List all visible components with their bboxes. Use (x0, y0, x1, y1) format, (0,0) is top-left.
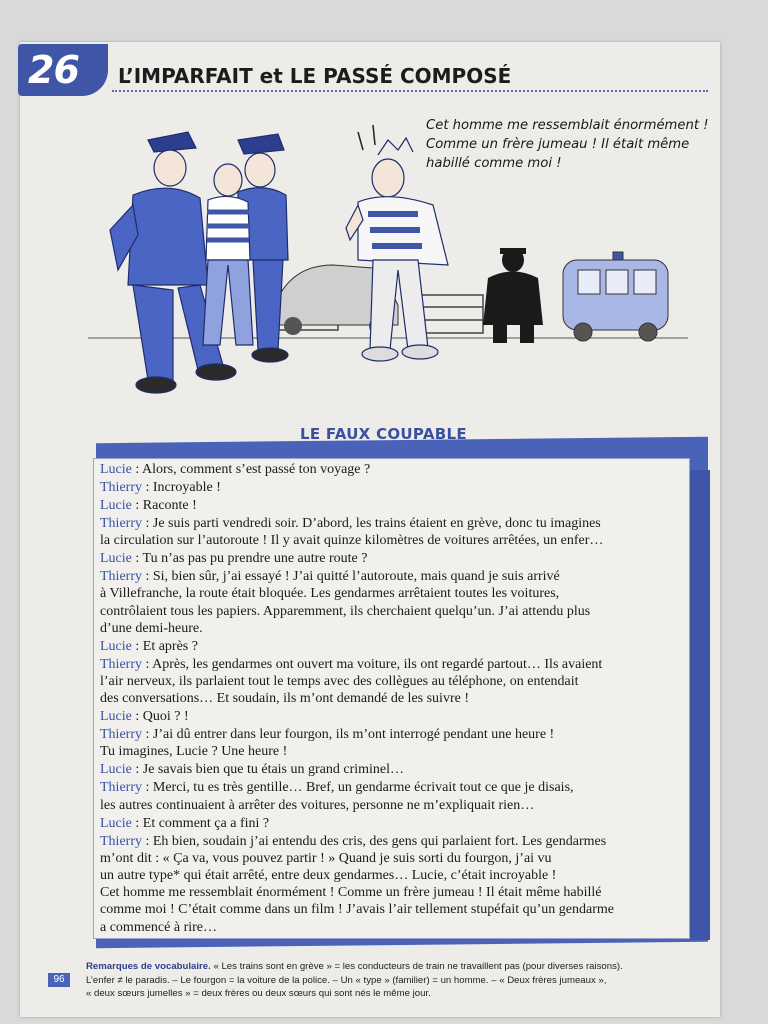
story-title: LE FAUX COUPABLE (300, 425, 467, 443)
dialogue-line: Merci, tu es très gentille… Bref, un gendarme écrivait tout ce que je disais, (152, 780, 574, 796)
dialogue-line: Raconte ! (142, 498, 197, 513)
chapter-title: L’IMPARFAIT et LE PASSÉ COMPOSÉ (118, 64, 512, 88)
speaker-name: Thierry (100, 569, 142, 585)
dialogue-line: Après, les gendarmes ont ouvert ma voiture, ils ont regardé partout… Ils avaient (152, 656, 603, 672)
dialogue-line: des conversations… Et soudain, ils m’ont demandé de les suivre ! (100, 691, 469, 707)
speaker-name: Lucie (100, 762, 132, 778)
speaker-name: Thierry (100, 833, 142, 849)
police-van (563, 252, 668, 341)
dialogue-turn: Thierry : Incroyable ! (100, 480, 221, 495)
dialogue-turn: Lucie : Alors, comment s’est passé ton voyage ? (100, 462, 371, 477)
dialogue-line: Cet homme me ressemblait énormément ! Comme un frère jumeau ! Il était même habillé (100, 885, 602, 901)
dialogue-line: un autre type* qui était arrêté, entre deux gendarmes… Lucie, c’était incroyable ! (100, 868, 557, 884)
dialogue-turn: Lucie : Et comment ça a fini ? (100, 815, 270, 831)
speech-bubble (426, 116, 711, 173)
notes-line: « deux sœurs jumelles » = deux frères ou deux sœurs qui sont nés le même jour. (86, 988, 431, 999)
decorative-band-edge (690, 470, 710, 940)
dialogue-line: m’ont dit : « Ça va, vous pouvez partir ! » Quand je suis sorti du fourgon, j’ai vu (100, 850, 552, 866)
surprise-marks (358, 125, 375, 150)
speech-line: Cet homme me ressemblait énormément ! (426, 118, 709, 133)
speaker-name: Thierry (100, 656, 142, 672)
dialogue-line: Tu n’as pas pu prendre une autre route ? (142, 551, 368, 567)
dialogue-line: a commencé à rire… (100, 919, 217, 935)
notes-line: « Les trains sont en grève » = les conducteurs de train ne travaillent pas (pour diverses raisons). (213, 961, 623, 972)
speaker-name: Lucie (100, 638, 132, 654)
speaker-name: Lucie (100, 462, 132, 477)
speaker-name: Lucie (100, 815, 132, 831)
dialogue-line: Je savais bien que tu étais un grand criminel… (142, 762, 405, 778)
dialogue-line: les autres continuaient à arrêter des voitures, personne ne m’expliquait rien… (100, 797, 535, 813)
speaker-name: Lucie (100, 709, 132, 725)
title-divider (112, 90, 708, 92)
officer-silhouette (483, 248, 543, 343)
dialogue-turn: Thierry : Je suis parti vendredi soir. D’abord, les trains étaient en grève, donc tu imagines la circulation sur l’autoroute ! Il y avait quinze kilomètres de voitures arrêtées, un enfer… (100, 516, 604, 549)
speaker-name: Thierry (100, 780, 142, 796)
dialogue-turn: Lucie : Je savais bien que tu étais un grand criminel… (100, 762, 405, 778)
chapter-number: 26 (28, 48, 79, 92)
dialogue-line: Et après ? (142, 638, 198, 654)
dialogue-line: Eh bien, soudain j’ai entendu des cris, des gens qui parlaient fort. Les gendarmes (152, 833, 607, 849)
dialogue-turn: Thierry : Si, bien sûr, j’ai essayé ! J’ai quitté l’autoroute, mais quand je suis arrivé à Villefranche, la route était bloquée. Les gendarmes arrêtaient toutes les voitures, contrôlaient tous les papiers. Apparemment, ils cherchaient quelqu’un. J’ai attendu plus d’une demi-heure. (100, 569, 591, 636)
dialogue-turn: Thierry : Eh bien, soudain j’ai entendu des cris, des gens qui parlaient fort. Les gendarmes m’ont dit : « Ça va, vous pouvez partir ! » Quand je suis sorti du fourgon, j’ai vu un autre type* qui était arrêté, entre deux gendarmes… Lucie, c’était incroyable ! Cet homme me ressemblait énormément ! Comme un frère jumeau ! Il était même habillé comme moi ! C’était comme dans un film ! J’avais l’air tellement stupéfait qu’un gendarme a commencé à rire… (100, 833, 614, 935)
speaker-name: Thierry (100, 727, 142, 743)
speech-line: habillé comme moi ! (426, 156, 562, 171)
speaker-name: Lucie (100, 498, 132, 513)
page-number: 96 (48, 973, 70, 987)
dialogue-turn: Lucie : Tu n’as pas pu prendre une autre route ? (100, 551, 368, 567)
dialogue-turn: Thierry : J’ai dû entrer dans leur fourgon, ils m’ont interrogé pendant une heure ! Tu imagines, Lucie ? Une heure ! (100, 727, 555, 760)
dialogue-turn: Lucie : Et après ? (100, 638, 198, 654)
speaker-name: Thierry (100, 516, 142, 531)
dialogue-line: Tu imagines, Lucie ? Une heure ! (100, 744, 288, 760)
dialogue-line: Alors, comment s’est passé ton voyage ? (142, 462, 371, 477)
speaker-name: Thierry (100, 480, 142, 495)
dialogue-line: Incroyable ! (152, 480, 221, 495)
dialogue-turn: Thierry : Merci, tu es très gentille… Bref, un gendarme écrivait tout ce que je disais, les autres continuaient à arrêter des voitures, personne ne m’expliquait rien… (100, 780, 574, 813)
notes-line: L’enfer ≠ le paradis. – Le fourgon = la voiture de la police. – Un « type » (familier) = un homme. – « Deux frères jumeaux », (86, 974, 607, 986)
dialogue-line: la circulation sur l’autoroute ! Il y avait quinze kilomètres de voitures arrêtées, un enfer… (100, 533, 604, 549)
dialogue-line: J’ai dû entrer dans leur fourgon, ils m’ont interrogé pendant une heure ! (152, 727, 555, 743)
dialogue-line: Je suis parti vendredi soir. D’abord, les trains étaient en grève, donc tu imagines (152, 516, 601, 531)
dialogue-line: d’une demi-heure. (100, 620, 203, 636)
dialogue-line: Si, bien sûr, j’ai essayé ! J’ai quitté l’autoroute, mais quand je suis arrivé (152, 569, 560, 585)
dialogue-line: Et comment ça a fini ? (142, 815, 270, 831)
dialogue-line: à Villefranche, la route était bloquée. Les gendarmes arrêtaient toutes les voitures, (100, 586, 560, 602)
speech-line: Comme un frère jumeau ! Il était même (426, 137, 690, 152)
vocabulary-notes (86, 960, 706, 1001)
notes-heading: Remarques de vocabulaire. (86, 961, 211, 972)
speaker-name: Lucie (100, 551, 132, 567)
dialogue-turn: Thierry : Après, les gendarmes ont ouvert ma voiture, ils ont regardé partout… Ils avaient l’air nerveux, ils parlaient tout le temps avec des collègues au téléphone, on entendait des conversations… Et soudain, ils m’ont demandé de les suivre ! (100, 656, 603, 707)
dialogue-line: comme moi ! C’était comme dans un film ! J’avais l’air tellement stupéfait qu’un gendarme (100, 902, 614, 918)
dialogue-line: l’air nerveux, ils parlaient tout le temps avec des collègues au téléphone, on entendait (100, 674, 579, 690)
dialogue-turn: Lucie : Quoi ? ! (100, 709, 189, 725)
dialogue-line: contrôlaient tous les papiers. Apparemment, ils cherchaient quelqu’un. J’ai attendu plus (100, 603, 591, 619)
dialogue-line: Quoi ? ! (142, 709, 189, 725)
dialogue-turn: Lucie : Raconte ! (100, 498, 197, 513)
dialogue-box (93, 458, 690, 939)
